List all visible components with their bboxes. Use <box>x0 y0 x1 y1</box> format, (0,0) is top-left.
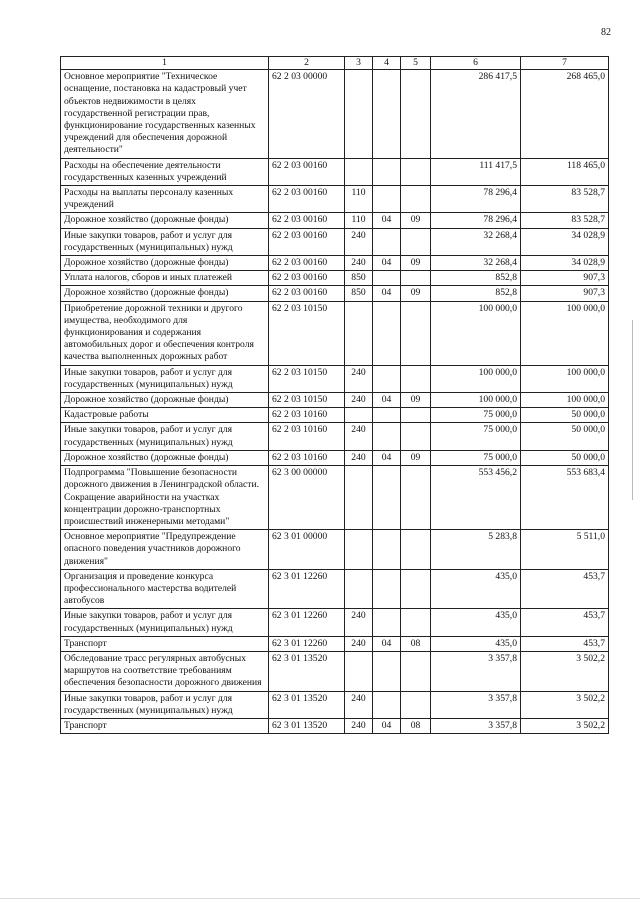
subsection-cell: 09 <box>401 393 431 408</box>
target-code-cell: 62 3 01 12260 <box>269 636 345 651</box>
table-row <box>61 423 609 450</box>
amount-year2-cell: 453,7 <box>521 569 609 609</box>
expense-type-cell: 240 <box>345 450 373 465</box>
target-code-cell: 62 2 03 10150 <box>269 365 345 392</box>
column-header: 1 <box>61 57 269 70</box>
table-row <box>61 530 609 570</box>
expense-type-cell <box>345 569 373 609</box>
target-code-cell: 62 2 03 00160 <box>269 213 345 228</box>
section-cell <box>373 651 401 691</box>
subsection-cell <box>401 408 431 423</box>
amount-year1-cell: 100 000,0 <box>431 393 521 408</box>
table-row <box>61 636 609 651</box>
amount-year2-cell: 3 502,2 <box>521 718 609 733</box>
section-cell <box>373 423 401 450</box>
expense-type-cell: 850 <box>345 271 373 286</box>
target-code-cell: 62 2 03 10160 <box>269 450 345 465</box>
subsection-cell <box>401 569 431 609</box>
expense-type-cell: 240 <box>345 228 373 255</box>
subsection-cell <box>401 466 431 530</box>
section-cell <box>373 466 401 530</box>
expense-type-cell <box>345 158 373 185</box>
row-name-cell: Приобретение дорожной техники и другого имущества, необходимого для функционирования и содержания автомобильных дорог и обеспечения контроля качества выполненных дорожных работ <box>61 301 269 365</box>
table-row <box>61 158 609 185</box>
subsection-cell: 08 <box>401 718 431 733</box>
row-name-cell: Расходы на выплаты персоналу казенных учреждений <box>61 186 269 213</box>
section-cell <box>373 569 401 609</box>
expense-type-cell: 240 <box>345 636 373 651</box>
expense-type-cell <box>345 530 373 570</box>
amount-year1-cell: 111 417,5 <box>431 158 521 185</box>
row-name-cell: Дорожное хозяйство (дорожные фонды) <box>61 450 269 465</box>
table-row <box>61 286 609 301</box>
table-row <box>61 256 609 271</box>
table-row <box>61 569 609 609</box>
row-name-cell: Кадастровые работы <box>61 408 269 423</box>
amount-year1-cell: 5 283,8 <box>431 530 521 570</box>
amount-year1-cell: 78 296,4 <box>431 186 521 213</box>
column-header: 7 <box>521 57 609 70</box>
amount-year1-cell: 78 296,4 <box>431 213 521 228</box>
target-code-cell: 62 2 03 10150 <box>269 301 345 365</box>
column-number-row <box>61 57 609 70</box>
row-name-cell: Дорожное хозяйство (дорожные фонды) <box>61 213 269 228</box>
expense-type-cell: 240 <box>345 609 373 636</box>
target-code-cell: 62 2 03 00160 <box>269 158 345 185</box>
subsection-cell: 08 <box>401 636 431 651</box>
amount-year1-cell: 32 268,4 <box>431 228 521 255</box>
table-row <box>61 301 609 365</box>
section-cell <box>373 301 401 365</box>
table-row <box>61 609 609 636</box>
table-row <box>61 466 609 530</box>
amount-year2-cell: 34 028,9 <box>521 228 609 255</box>
table-row <box>61 228 609 255</box>
amount-year2-cell: 50 000,0 <box>521 423 609 450</box>
expense-type-cell: 240 <box>345 393 373 408</box>
amount-year1-cell: 553 456,2 <box>431 466 521 530</box>
row-name-cell: Дорожное хозяйство (дорожные фонды) <box>61 393 269 408</box>
target-code-cell: 62 2 03 00160 <box>269 228 345 255</box>
row-name-cell: Основное мероприятие "Техническое оснащение, постановка на кадастровый учет объектов недвижимости в целях государственной регистрации прав, функционирование государственных казенных учреждений для обеспечения дорожной деятельности" <box>61 70 269 158</box>
amount-year2-cell: 34 028,9 <box>521 256 609 271</box>
subsection-cell <box>401 186 431 213</box>
table-row <box>61 213 609 228</box>
row-name-cell: Расходы на обеспечение деятельности государственных казенных учреждений <box>61 158 269 185</box>
target-code-cell: 62 3 01 12260 <box>269 609 345 636</box>
expense-type-cell: 240 <box>345 256 373 271</box>
amount-year1-cell: 3 357,8 <box>431 651 521 691</box>
subsection-cell: 09 <box>401 450 431 465</box>
row-name-cell: Иные закупки товаров, работ и услуг для государственных (муниципальных) нужд <box>61 228 269 255</box>
amount-year1-cell: 435,0 <box>431 609 521 636</box>
subsection-cell <box>401 301 431 365</box>
column-header: 3 <box>345 57 373 70</box>
table-body <box>61 70 609 734</box>
subsection-cell <box>401 423 431 450</box>
amount-year2-cell: 553 683,4 <box>521 466 609 530</box>
section-cell <box>373 158 401 185</box>
subsection-cell <box>401 365 431 392</box>
amount-year1-cell: 286 417,5 <box>431 70 521 158</box>
section-cell <box>373 530 401 570</box>
target-code-cell: 62 2 03 10160 <box>269 423 345 450</box>
section-cell: 04 <box>373 450 401 465</box>
subsection-cell: 09 <box>401 286 431 301</box>
subsection-cell <box>401 651 431 691</box>
amount-year2-cell: 100 000,0 <box>521 301 609 365</box>
amount-year2-cell: 453,7 <box>521 636 609 651</box>
expense-type-cell: 240 <box>345 365 373 392</box>
amount-year1-cell: 32 268,4 <box>431 256 521 271</box>
amount-year2-cell: 907,3 <box>521 271 609 286</box>
target-code-cell: 62 2 03 00160 <box>269 186 345 213</box>
subsection-cell <box>401 530 431 570</box>
scan-bottom-edge <box>0 898 640 899</box>
row-name-cell: Иные закупки товаров, работ и услуг для государственных (муниципальных) нужд <box>61 365 269 392</box>
section-cell <box>373 228 401 255</box>
expense-type-cell <box>345 70 373 158</box>
section-cell: 04 <box>373 636 401 651</box>
amount-year2-cell: 100 000,0 <box>521 365 609 392</box>
row-name-cell: Дорожное хозяйство (дорожные фонды) <box>61 286 269 301</box>
target-code-cell: 62 2 03 00160 <box>269 271 345 286</box>
target-code-cell: 62 3 01 12260 <box>269 569 345 609</box>
amount-year1-cell: 435,0 <box>431 636 521 651</box>
row-name-cell: Обследование трасс регулярных автобусных маршрутов на соответствие требованиям обеспечения безопасности дорожного движения <box>61 651 269 691</box>
target-code-cell: 62 3 00 00000 <box>269 466 345 530</box>
table-row <box>61 651 609 691</box>
column-header: 4 <box>373 57 401 70</box>
expense-type-cell: 240 <box>345 423 373 450</box>
section-cell <box>373 609 401 636</box>
amount-year1-cell: 852,8 <box>431 286 521 301</box>
amount-year2-cell: 5 511,0 <box>521 530 609 570</box>
page-number: 82 <box>601 27 611 38</box>
subsection-cell: 09 <box>401 213 431 228</box>
section-cell: 04 <box>373 718 401 733</box>
section-cell <box>373 365 401 392</box>
target-code-cell: 62 2 03 00160 <box>269 256 345 271</box>
amount-year2-cell: 3 502,2 <box>521 651 609 691</box>
section-cell <box>373 271 401 286</box>
table-row <box>61 186 609 213</box>
table-row <box>61 70 609 158</box>
amount-year1-cell: 435,0 <box>431 569 521 609</box>
scan-margin-line <box>632 320 633 500</box>
section-cell: 04 <box>373 213 401 228</box>
table-row <box>61 450 609 465</box>
expense-type-cell <box>345 301 373 365</box>
subsection-cell <box>401 70 431 158</box>
amount-year2-cell: 83 528,7 <box>521 213 609 228</box>
amount-year1-cell: 852,8 <box>431 271 521 286</box>
row-name-cell: Основное мероприятие "Предупреждение опасного поведения участников дорожного движения" <box>61 530 269 570</box>
column-header: 5 <box>401 57 431 70</box>
table-row <box>61 271 609 286</box>
amount-year1-cell: 3 357,8 <box>431 718 521 733</box>
subsection-cell <box>401 609 431 636</box>
amount-year1-cell: 75 000,0 <box>431 423 521 450</box>
table-row <box>61 365 609 392</box>
target-code-cell: 62 2 03 10160 <box>269 408 345 423</box>
amount-year2-cell: 118 465,0 <box>521 158 609 185</box>
row-name-cell: Иные закупки товаров, работ и услуг для государственных (муниципальных) нужд <box>61 609 269 636</box>
target-code-cell: 62 3 01 13520 <box>269 718 345 733</box>
amount-year2-cell: 907,3 <box>521 286 609 301</box>
section-cell: 04 <box>373 286 401 301</box>
section-cell: 04 <box>373 393 401 408</box>
subsection-cell <box>401 691 431 718</box>
section-cell: 04 <box>373 256 401 271</box>
amount-year2-cell: 100 000,0 <box>521 393 609 408</box>
row-name-cell: Транспорт <box>61 718 269 733</box>
row-name-cell: Транспорт <box>61 636 269 651</box>
column-header: 6 <box>431 57 521 70</box>
amount-year1-cell: 100 000,0 <box>431 301 521 365</box>
table-row <box>61 393 609 408</box>
section-cell <box>373 70 401 158</box>
amount-year1-cell: 100 000,0 <box>431 365 521 392</box>
row-name-cell: Дорожное хозяйство (дорожные фонды) <box>61 256 269 271</box>
amount-year2-cell: 50 000,0 <box>521 450 609 465</box>
expense-type-cell <box>345 651 373 691</box>
table-row <box>61 408 609 423</box>
section-cell <box>373 691 401 718</box>
expense-type-cell <box>345 466 373 530</box>
subsection-cell <box>401 228 431 255</box>
amount-year2-cell: 83 528,7 <box>521 186 609 213</box>
table-row <box>61 718 609 733</box>
subsection-cell <box>401 271 431 286</box>
expense-type-cell: 240 <box>345 718 373 733</box>
expense-type-cell <box>345 408 373 423</box>
target-code-cell: 62 3 01 13520 <box>269 651 345 691</box>
amount-year2-cell: 3 502,2 <box>521 691 609 718</box>
row-name-cell: Иные закупки товаров, работ и услуг для государственных (муниципальных) нужд <box>61 423 269 450</box>
expense-type-cell: 110 <box>345 213 373 228</box>
expense-type-cell: 110 <box>345 186 373 213</box>
section-cell <box>373 186 401 213</box>
row-name-cell: Организация и проведение конкурса профессионального мастерства водителей автобусов <box>61 569 269 609</box>
target-code-cell: 62 2 03 00000 <box>269 70 345 158</box>
section-cell <box>373 408 401 423</box>
amount-year1-cell: 75 000,0 <box>431 450 521 465</box>
row-name-cell: Подпрограмма "Повышение безопасности дорожного движения в Ленинградской области. Сокращение аварийности на участках концентрации дорожно-транспортных происшествий инженерными методами" <box>61 466 269 530</box>
table-row <box>61 691 609 718</box>
amount-year2-cell: 50 000,0 <box>521 408 609 423</box>
expense-type-cell: 850 <box>345 286 373 301</box>
target-code-cell: 62 2 03 10150 <box>269 393 345 408</box>
column-header: 2 <box>269 57 345 70</box>
amount-year1-cell: 3 357,8 <box>431 691 521 718</box>
amount-year1-cell: 75 000,0 <box>431 408 521 423</box>
row-name-cell: Уплата налогов, сборов и иных платежей <box>61 271 269 286</box>
subsection-cell: 09 <box>401 256 431 271</box>
subsection-cell <box>401 158 431 185</box>
target-code-cell: 62 2 03 00160 <box>269 286 345 301</box>
target-code-cell: 62 3 01 00000 <box>269 530 345 570</box>
target-code-cell: 62 3 01 13520 <box>269 691 345 718</box>
budget-table <box>60 56 609 734</box>
amount-year2-cell: 268 465,0 <box>521 70 609 158</box>
amount-year2-cell: 453,7 <box>521 609 609 636</box>
expense-type-cell: 240 <box>345 691 373 718</box>
row-name-cell: Иные закупки товаров, работ и услуг для государственных (муниципальных) нужд <box>61 691 269 718</box>
